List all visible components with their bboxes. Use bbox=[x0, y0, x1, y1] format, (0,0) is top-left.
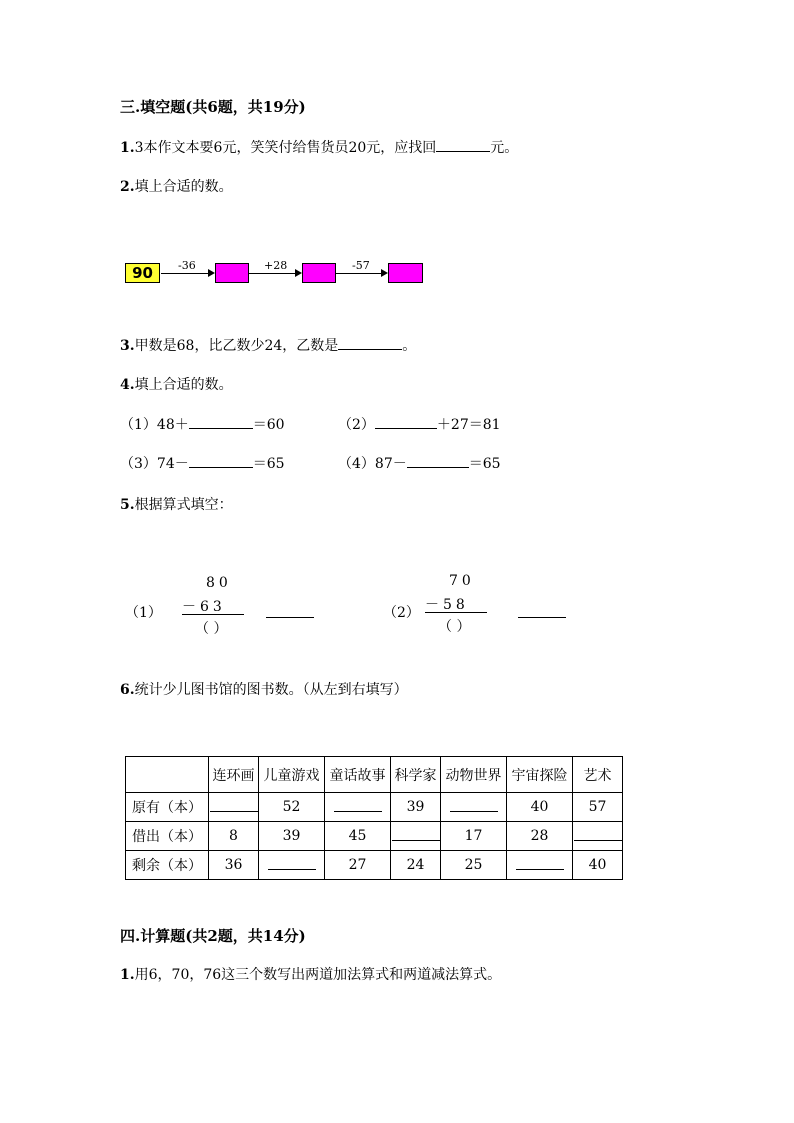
question-1 bbox=[120, 137, 518, 157]
table-cell[interactable] bbox=[325, 793, 391, 822]
table-cell: 36 bbox=[209, 851, 259, 880]
section-4-title: 四.计算题(共2题，共14分) bbox=[120, 927, 306, 945]
question-text: 填上合适的数。 bbox=[134, 179, 233, 195]
chain-op-label: +28 bbox=[264, 259, 288, 272]
question-4 bbox=[120, 374, 233, 394]
question-number: 6. bbox=[120, 682, 135, 698]
question-number: 1. bbox=[120, 140, 135, 156]
table-cell: 52 bbox=[259, 793, 325, 822]
answer-blank[interactable] bbox=[450, 799, 498, 812]
chain-answer-box[interactable] bbox=[302, 263, 336, 283]
table-cell[interactable] bbox=[441, 793, 507, 822]
chain-op-label: -36 bbox=[178, 259, 196, 272]
table-header-cell: 儿童游戏 bbox=[259, 757, 325, 793]
question-number: 5. bbox=[120, 497, 135, 513]
table-cell: 17 bbox=[441, 822, 507, 851]
table-cell: 28 bbox=[507, 822, 573, 851]
table-cell: 40 bbox=[573, 851, 623, 880]
calc-result-blank[interactable]: （ ） bbox=[438, 619, 471, 635]
answer-blank[interactable] bbox=[407, 453, 469, 468]
table-cell: 27 bbox=[325, 851, 391, 880]
table-cell: 8 bbox=[209, 822, 259, 851]
item-pre: 74－ bbox=[156, 456, 189, 472]
calc-rule bbox=[425, 612, 487, 613]
answer-blank[interactable] bbox=[334, 799, 382, 812]
answer-blank[interactable] bbox=[392, 828, 440, 841]
table-header-cell: 艺术 bbox=[573, 757, 623, 793]
arrow-head-icon bbox=[208, 269, 215, 277]
table-cell[interactable] bbox=[573, 822, 623, 851]
question-5 bbox=[120, 494, 233, 514]
item-pre: 87－ bbox=[374, 456, 407, 472]
table-cell: 57 bbox=[573, 793, 623, 822]
item-label: （4） bbox=[338, 456, 375, 472]
q4-item-4 bbox=[338, 453, 501, 473]
question-3 bbox=[120, 335, 416, 355]
answer-blank[interactable] bbox=[375, 414, 437, 429]
question-number: 1. bbox=[120, 967, 135, 983]
table-cell: 39 bbox=[259, 822, 325, 851]
table-cell: 45 bbox=[325, 822, 391, 851]
table-cell: 39 bbox=[391, 793, 441, 822]
question-text: 3本作文本要6元，笑笑付给售货员20元，应找回 bbox=[134, 140, 437, 156]
item-post: ＝60 bbox=[252, 417, 285, 433]
table-cell: 25 bbox=[441, 851, 507, 880]
answer-blank[interactable] bbox=[189, 453, 253, 468]
table-header-cell: 连环画 bbox=[209, 757, 259, 793]
table-cell[interactable] bbox=[259, 851, 325, 880]
calc-result-blank[interactable]: （ ） bbox=[195, 621, 228, 637]
table-header-cell: 科学家 bbox=[391, 757, 441, 793]
answer-blank[interactable] bbox=[268, 857, 316, 870]
answer-blank[interactable] bbox=[518, 603, 566, 618]
arrow-head-icon bbox=[295, 269, 302, 277]
q4-item-3 bbox=[120, 453, 285, 473]
row-label: 借出（本） bbox=[126, 822, 209, 851]
chain-arrow bbox=[249, 273, 296, 274]
table-cell[interactable] bbox=[391, 822, 441, 851]
answer-blank[interactable] bbox=[574, 828, 622, 841]
book-stats-table bbox=[125, 756, 623, 880]
question-text: 统计少儿图书馆的图书数。（从左到右填写） bbox=[134, 682, 408, 698]
item-label: （1） bbox=[120, 417, 157, 433]
answer-blank[interactable] bbox=[436, 137, 490, 152]
question-number: 2. bbox=[120, 179, 135, 195]
table-header-cell: 童话故事 bbox=[325, 757, 391, 793]
item-post: ＝65 bbox=[468, 456, 501, 472]
question-2 bbox=[120, 176, 233, 196]
table-header-cell: 宇宙探险 bbox=[507, 757, 573, 793]
question-text: 填上合适的数。 bbox=[134, 377, 233, 393]
question-number: 4. bbox=[120, 377, 135, 393]
chain-arrow bbox=[161, 273, 209, 274]
item-post: ＋27＝81 bbox=[436, 417, 501, 433]
answer-blank[interactable] bbox=[266, 603, 314, 618]
calc-rule bbox=[182, 614, 244, 615]
arrow-head-icon bbox=[381, 269, 388, 277]
table-cell[interactable] bbox=[507, 851, 573, 880]
answer-blank[interactable] bbox=[210, 799, 258, 812]
question-text-end: 。 bbox=[402, 338, 417, 354]
question-text: 根据算式填空： bbox=[134, 497, 233, 513]
table-row bbox=[126, 822, 623, 851]
item-pre: 48＋ bbox=[156, 417, 189, 433]
item-label: （3） bbox=[120, 456, 157, 472]
calc-label: （2） bbox=[383, 605, 420, 621]
calc-top-number: 70 bbox=[449, 573, 475, 589]
table-header-cell bbox=[126, 757, 209, 793]
table-cell: 24 bbox=[391, 851, 441, 880]
table-cell: 40 bbox=[507, 793, 573, 822]
answer-blank[interactable] bbox=[189, 414, 253, 429]
calc-bottom-number: －58 bbox=[425, 597, 469, 613]
chain-answer-box[interactable] bbox=[388, 263, 423, 283]
calc-label: （1） bbox=[125, 605, 162, 621]
calc-top-number: 80 bbox=[206, 575, 232, 591]
question-text-end: 元。 bbox=[490, 140, 519, 156]
answer-blank[interactable] bbox=[516, 857, 564, 870]
chain-answer-box[interactable] bbox=[215, 263, 249, 283]
q4-item-1 bbox=[120, 414, 285, 434]
question-text: 用6，70，76这三个数写出两道加法算式和两道减法算式。 bbox=[134, 967, 502, 983]
answer-blank[interactable] bbox=[338, 335, 402, 350]
calc-bottom-number: －63 bbox=[182, 599, 226, 615]
item-label: （2） bbox=[338, 417, 375, 433]
row-label: 剩余（本） bbox=[126, 851, 209, 880]
table-row bbox=[126, 851, 623, 880]
section-3-title: 三.填空题(共6题，共19分) bbox=[120, 98, 306, 116]
question-6 bbox=[120, 679, 408, 699]
q4-item-2 bbox=[338, 414, 501, 434]
chain-start-box: 90 bbox=[125, 263, 160, 283]
table-cell[interactable] bbox=[209, 793, 259, 822]
section-4-question-1 bbox=[120, 964, 501, 984]
chain-op-label: -57 bbox=[352, 259, 370, 272]
chain-arrow bbox=[336, 273, 382, 274]
item-post: ＝65 bbox=[252, 456, 285, 472]
table-header-row bbox=[126, 757, 623, 793]
table-header-cell: 动物世界 bbox=[441, 757, 507, 793]
question-number: 3. bbox=[120, 338, 135, 354]
question-text: 甲数是68，比乙数少24，乙数是 bbox=[134, 338, 339, 354]
table-row bbox=[126, 793, 623, 822]
row-label: 原有（本） bbox=[126, 793, 209, 822]
